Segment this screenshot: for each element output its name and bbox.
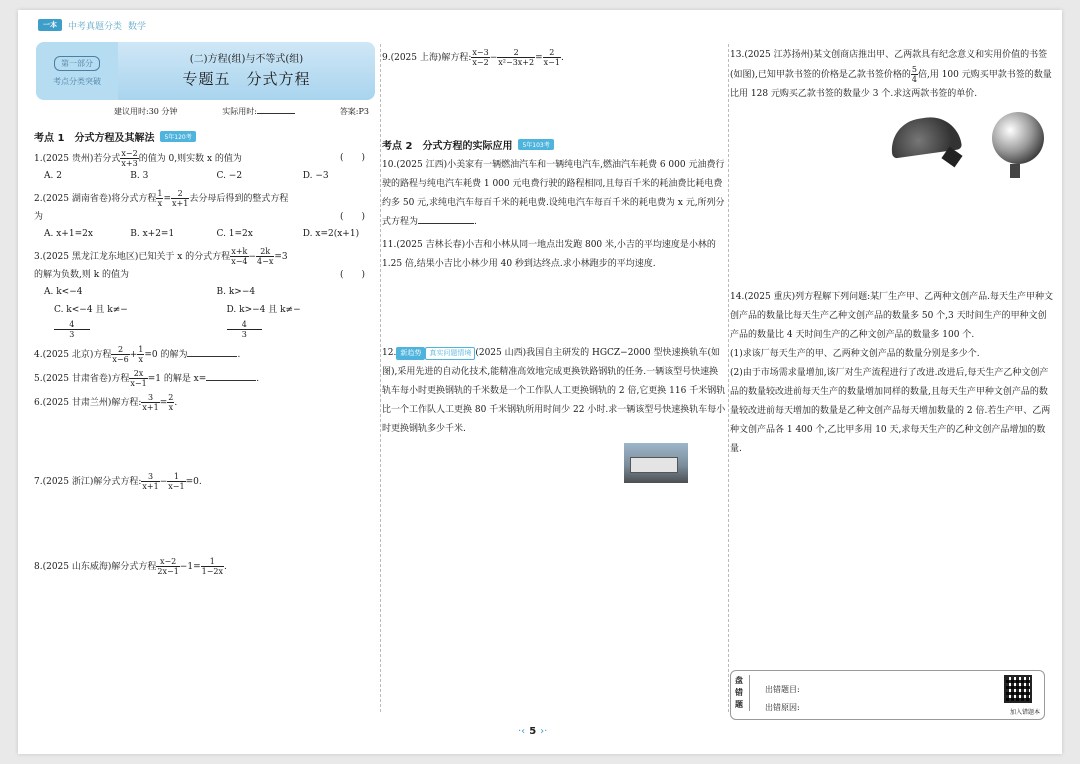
section-tag: 5年120考 <box>160 131 195 142</box>
answer-ref: 答案:P3 <box>339 107 369 116</box>
series-name: 中考真题分类 <box>68 21 123 32</box>
question-3: 3.(2025 黑龙江龙东地区)已知关于 x 的分式方程 $\frac{x+k}{x-4}$ − $\frac{2k}{4-x}$ =3 <box>34 247 288 266</box>
question-7: 7.(2025 浙江)解分式方程: $\frac{3}{x+1}$ − $\frac{1}{x-1}$ =0. <box>34 472 202 491</box>
rail-car-photo <box>624 443 688 483</box>
question-3-options-cd: C. k<−4 且 k≠− $\frac{4}{3}$ D. k>−4 且 k≠− $\frac{4}{3}$ <box>54 305 301 339</box>
top-bar <box>38 18 146 32</box>
question-14: 14.(2025 重庆)列方程解下列问题:某厂生产甲、乙两种文创产品.每天生产甲种文创产品的数量比每天生产乙种文创产品的数量多 50 个,3 天时间生产的甲种文创产品的数量比 4 天时间生产的乙种文创产品的数量多 100 个. <box>730 292 1053 340</box>
error-review-box <box>730 670 1045 720</box>
time-meta <box>34 100 379 117</box>
column-divider <box>380 44 381 712</box>
question-1-options: A. 2 B. 3 C. −2 D. −3 <box>44 171 329 181</box>
question-2-options: A. x+1=2x B. x+2=1 C. 1=2x D. x=2(x+1) <box>44 229 360 239</box>
qr-label: 加入错题本 <box>1009 709 1040 716</box>
bookmark-illustration <box>730 110 1055 180</box>
question-1: 1.(2025 贵州)若分式 $\frac{x-2}{x+3}$ 的值为 0,则实数 x 的值为 ( ) <box>34 149 365 168</box>
brand-logo: 一本 <box>38 19 62 31</box>
question-6: 6.(2025 甘肃兰州)解方程: $\frac{3}{x+1}$ = $\frac{2}{x}$ . <box>34 393 178 412</box>
topic-header <box>36 42 375 100</box>
question-2: 2.(2025 湖南省卷)将分式方程 $\frac{1}{x}$ = $\frac{2}{x+1}$ 去分母后得到的整式方程 <box>34 189 289 208</box>
tassel-image <box>1010 164 1020 178</box>
question-14-part1: (1)求该厂每天生产的甲、乙两种文创产品的数量分别是多少个. <box>730 349 980 359</box>
actual-time: 实际用时: <box>222 106 295 117</box>
question-2-line2: 为 ( ) <box>34 212 365 222</box>
trend-badge: 新趋势 <box>396 347 425 360</box>
topic-subtitle: (二)方程(组)与不等式(组) <box>189 54 304 65</box>
subject-name: 数学 <box>128 21 147 32</box>
question-14-part2: (2)由于市场需求量增加,该厂对生产流程进行了改进.改进后,每天生产乙种文创产品的数量较改进前每天生产的数量增加同样的数量,且每天生产甲种文创产品的数量较改进前每天增加的数量是乙种文创产品每天增加数量的 2 倍.若生产甲、乙两种文创产品各 1 400 个,乙比甲多用 10 天,求每天生产的乙种文创产品增加的数量. <box>730 368 1051 454</box>
qr-code-icon[interactable] <box>1004 675 1032 703</box>
section-tag: 5年103考 <box>518 139 553 150</box>
question-4: 4.(2025 北京)方程 $\frac{2}{x-6}$ + $\frac{1}{x}$ =0 的解为 . <box>34 345 241 364</box>
round-bookmark-image <box>992 112 1044 164</box>
question-12: 12. 新趋势 真实问题情境 (2025 山西)我国自主研发的 HGCZ−2000 型快速换轨车(如图),采用先进的自动化技术,能精准高效地完成更换铁路钢轨的任务.一辆该型号快速换轨车每小时更换钢轨的千米数是一个工作队人工更换钢轨的 2 倍,它更换 116 千米钢轨比一个工作队人工更换 80 千米钢轨所用时间少 22 小时.求一辆该型号快速换轨车每小时更换钢轨多少千米. <box>382 348 726 434</box>
column-divider <box>728 44 729 712</box>
error-fields: 出错题目: 出错原因: <box>765 685 800 712</box>
section-heading: 考点 2 分式方程的实际应用 5年103考 <box>382 137 727 152</box>
question-5: 5.(2025 甘肃省卷)方程 $\frac{2x}{x-1}$ =1 的解是 x= . <box>34 369 260 388</box>
question-3-options-ab: A. k<−4 B. k>−4 <box>44 287 256 297</box>
question-10: 10.(2025 江西)小美家有一辆燃油汽车和一辆纯电汽车,燃油汽车耗费 6 000 元油费行驶的路程与纯电汽车耗费 1 000 元电费行驶的路程相同,且每百千米的耗油费比耗电费约多 50 元,求纯电汽车每百千米的耗电费.设纯电汽车每百千米的耗电费为 x 元,所列分式方程为 . <box>382 160 725 227</box>
part-label: 第一部分 考点分类突破 <box>36 42 118 100</box>
context-badge: 真实问题情境 <box>425 347 475 360</box>
question-11: 11.(2025 吉林长春)小吉和小林从同一地点出发跑 800 米,小吉的平均速度是小林的 1.25 倍,结果小吉比小林少用 40 秒到达终点.求小林跑步的平均速度. <box>382 240 716 269</box>
section-heading: 考点 1 分式方程及其解法 5年120考 <box>34 129 379 144</box>
question-13: 13.(2025 江苏扬州)某文创商店推出甲、乙两款具有纪念意义和实用价值的书签(如图),已知甲款书签的价格是乙款书签价格的 $\frac{5}{4}$ 倍,用 100 元购买甲款书签的数量比用 128 元购买乙款书签的数量少 3 个.求这两款书签的单价. <box>730 50 1052 99</box>
question-9: 9.(2025 上海)解方程: $\frac{x-3}{x-2}$ − $\frac{2}{\text{x²−3x+2}}$ = $\frac{2}{x-1}$ . <box>382 48 564 67</box>
column-right <box>730 42 1055 716</box>
suggested-time: 建议用时:30 分钟 <box>114 107 178 116</box>
error-box-label: 盘错题 <box>735 675 750 711</box>
topic-title: 专题五 分式方程 <box>182 70 311 88</box>
page-number: ·‹ 5 ›· <box>518 726 548 737</box>
question-8: 8.(2025 山东威海)解分式方程 $\frac{x-2}{2x-1}$ −1= $\frac{1}{1-2x}$ . <box>34 557 227 576</box>
question-3-line2: 的解为负数,则 k 的值为 ( ) <box>34 270 365 280</box>
column-middle <box>382 42 727 483</box>
worksheet-page <box>18 10 1062 754</box>
column-left <box>34 42 379 576</box>
